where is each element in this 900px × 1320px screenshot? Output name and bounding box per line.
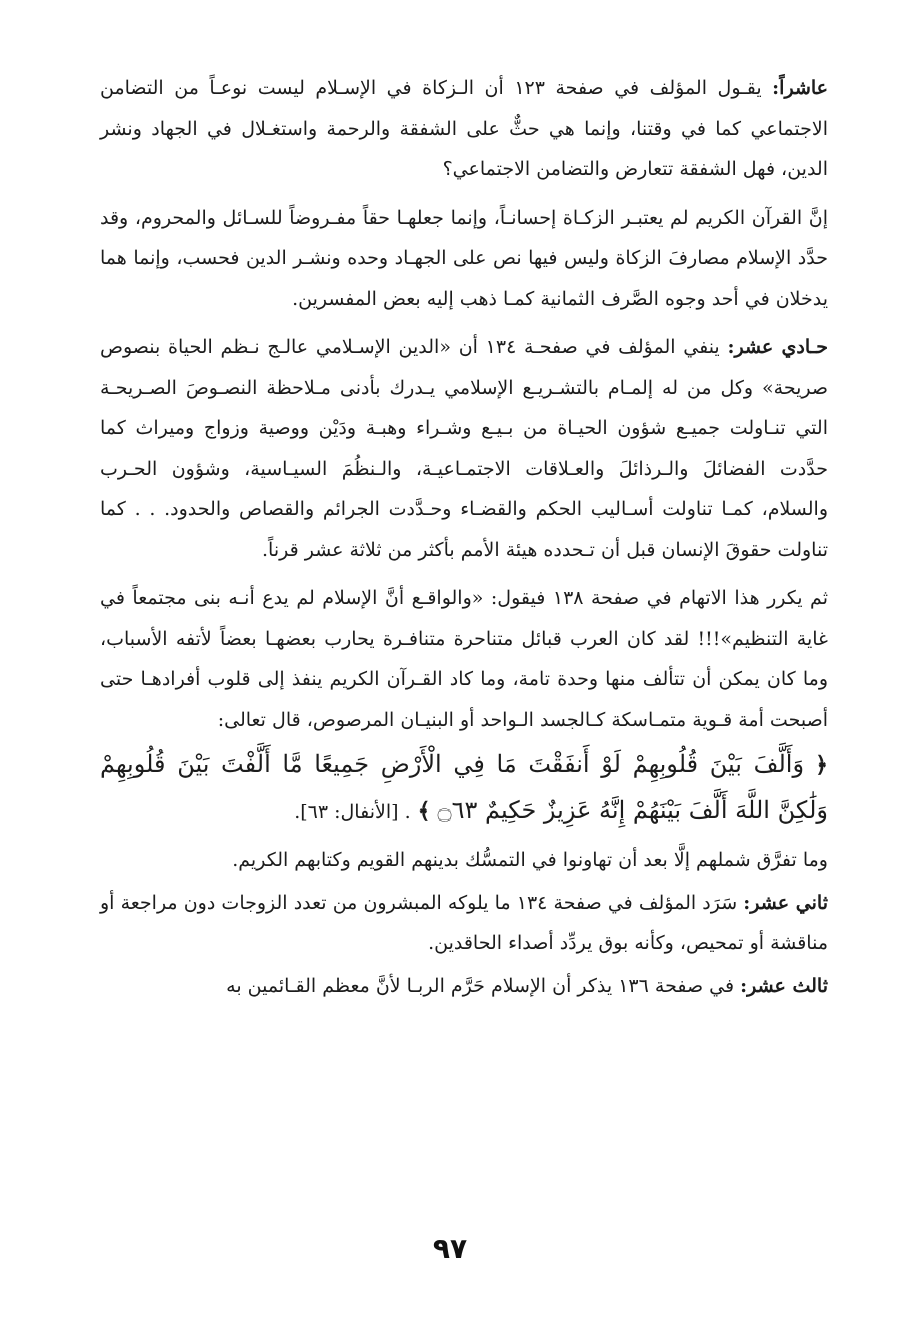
document-page — [100, 68, 828, 1014]
paragraph-lead: عاشراً: — [772, 77, 828, 99]
paragraph-tenth — [100, 68, 828, 190]
paragraph-lead: ثاني عشر: — [743, 891, 828, 914]
verse-text: وَأَلَّفَ بَيْنَ قُلُوبِهِمْ لَوْ أَنفَقْتَ مَا فِي الْأَرْضِ جَمِيعًا مَّا أَلَّفْتَ بَيْنَ قُلُوبِهِمْ وَلَٰكِنَّ اللَّهَ أَلَّفَ بَيْنَهُمْ إِنَّهُ عَزِيزٌ حَكِيمٌ ۝٦٣ — [100, 750, 828, 824]
paragraph-lead: ثالث عشر: — [740, 974, 828, 997]
paragraph-thirteenth — [100, 966, 828, 1007]
paragraph-text: سَرَد المؤلف في صفحة ١٣٤ ما يلوكه المبشرون من تعدد الزوجات دون مراجعة أو مناقشة أو تمحيص، وكأنه بوق يردِّد أصداء الحاقدين. — [100, 891, 828, 954]
verse-open-bracket: ﴿ — [815, 752, 828, 778]
paragraph-text: في صفحة ١٣٦ يذكر أن الإسلام حَرَّم الربـا لأنَّ معظم القـائمين به — [226, 974, 741, 997]
paragraph-eleventh — [100, 327, 828, 570]
verse-close-bracket: ﴾ — [417, 798, 431, 824]
paragraph-text: ثم يكرر هذا الاتهام في صفحة ١٣٨ فيقول: «والواقـع أنَّ الإسلام لم يدع أنـه بنى مجتمعاً في غاية التنظيم»!!! لقد كان العرب قبائل متناحرة متنافـرة يحارب بعضهـا بعضاً لأتفه الأسباب، وما كان يمكن أن تتألف منها وحدة تامة، وما كاد القـرآن الكريم ينفذ إلى قلوب أفرادهـا حتى أصبحت أمة قـوية متمـاسكة كـالجسد الـواحد أو البنيـان المرصوص، قال تعالى: — [100, 587, 828, 731]
paragraph-text: إنَّ القرآن الكريم لم يعتبـر الزكـاة إحسانـاً، وإنما جعلهـا حقاً مفـروضاً للسـائل والمحروم، وقد حدَّد الإسلام مصارفَ الزكاة وليس فيها نص على الجهـاد وحده ونشـر الدين فحسب، وإنما هما يدخلان في أحد وجوه الصَّرف الثمانية كمـا ذهب إليه بعض المفسرين. — [100, 206, 829, 310]
paragraph-repeated-accusation — [100, 578, 828, 740]
paragraph-response-zakat — [100, 198, 828, 320]
paragraph-text: يقـول المؤلف في صفحة ١٢٣ أن الـزكاة في الإسـلام ليست نوعـاً من التضامن الاجتماعي كما في وقتنا، وإنما هي حثٌّ على الشفقة والرحمة واستغـلال في الجهاد ونشر الدين، فهل الشفقة تتعارض والتضامن الاجتماعي؟ — [100, 77, 828, 180]
quran-verse — [100, 742, 828, 834]
verse-reference: . [الأنفال: ٦٣]. — [294, 801, 411, 823]
paragraph-twelfth — [100, 883, 828, 964]
paragraph-after-verse — [100, 840, 828, 881]
paragraph-text: ينفي المؤلف في صفحـة ١٣٤ أن «الدين الإسـلامي عالـج نـظم الحياة بنصوص صريحة» وكل من له إلمـام بالتشـريـع الإسلامي يـدرك بأدنى مـلاحظة النصـوصَ الصـريحـة التي تنـاولت جميـع شؤون الحيـاة من بـيـع وشـراء وهبـة ودَيْن ووصية وزواج وميراث كما حدَّدت الفضائلَ والـرذائلَ والعـلاقات الاجتمـاعيـة، والـنظُمَ السيـاسية، وشؤون الحـرب والسلام، كمـا تناولت أسـاليب الحكم والقضـاء وحـدَّدت الجرائم والقصاص والحدود. . . كما تناولت حقوقَ الإنسان قبل أن تـحدده هيئة الأمم بأكثر من ثلاثة عشر قرناً. — [100, 336, 828, 561]
page-number: ٩٧ — [432, 1232, 468, 1265]
paragraph-text: وما تفرَّق شملهم إلَّا بعد أن تهاونوا في التمسُّك بدينهم القويم وكتابهم الكريم. — [232, 849, 828, 871]
paragraph-lead: حـادي عشر: — [727, 336, 828, 358]
